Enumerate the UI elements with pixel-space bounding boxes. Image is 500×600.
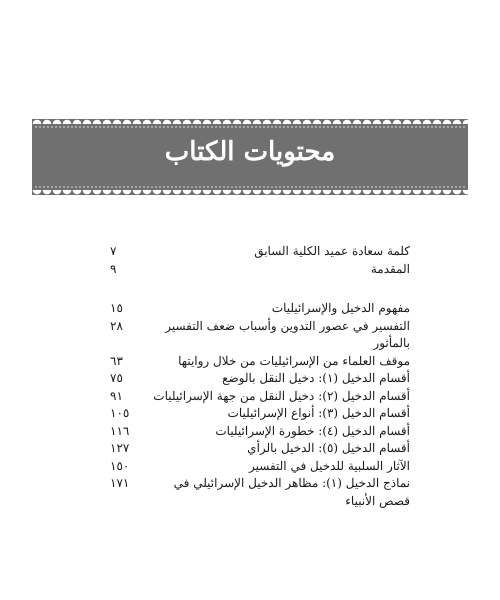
toc-intro-section	[110, 243, 410, 278]
toc-page-number: ١٧١	[110, 476, 130, 490]
toc-entry-title: أقسام الدخيل (٣): أنواع الإسرائيليات	[227, 406, 410, 420]
banner-bottom-border	[32, 190, 468, 196]
toc-row[interactable]	[110, 318, 410, 353]
toc-entry-title: كلمة سعادة عميد الكلية السابق	[254, 244, 410, 258]
toc-row[interactable]	[110, 475, 410, 510]
toc-entry-title: أقسام الدخيل (٥): الدخيل بالرأي	[247, 441, 410, 455]
toc-row[interactable]	[110, 458, 410, 476]
toc-page-number: ١١٦	[110, 423, 130, 438]
toc-entry-title: أقسام الدخيل (٢): دخيل النقل من جهة الإسرائيليات	[153, 388, 410, 403]
toc-main-section	[110, 300, 410, 510]
toc-row[interactable]	[110, 261, 410, 279]
toc-page-number: ٦٣	[110, 353, 123, 368]
toc-row[interactable]	[110, 300, 410, 318]
toc-entry-title: التفسير في عصور التدوين وأسباب ضعف التفسير بالمأثور	[165, 318, 410, 350]
banner-top-dots	[34, 126, 466, 128]
toc-row[interactable]	[110, 353, 410, 371]
toc-entry-title: أقسام الدخيل (١): دخيل النقل بالوضع	[222, 371, 410, 385]
toc-page-number: ١٥	[110, 301, 123, 315]
toc-entry-title: الآثار السلبية للدخيل في التفسير	[249, 458, 410, 473]
toc-row[interactable]	[110, 423, 410, 441]
page-title: محتويات الكتاب	[164, 137, 336, 167]
toc-page-number: ١٠٥	[110, 406, 130, 420]
toc-row[interactable]	[110, 243, 410, 261]
toc-row[interactable]	[110, 370, 410, 388]
toc-row[interactable]	[110, 388, 410, 406]
toc-page-number: ٩	[110, 261, 117, 276]
banner-top-border	[32, 118, 468, 124]
toc-page-number: ٢٨	[110, 318, 123, 333]
toc-entry-title: المقدمة	[370, 261, 410, 276]
toc-page-number: ١٢٧	[110, 441, 130, 455]
toc-row[interactable]	[110, 440, 410, 458]
toc-page-number: ٧٥	[110, 371, 123, 385]
toc-page-number: ١٥٠	[110, 458, 130, 473]
toc-entry-title: أقسام الدخيل (٤): خطورة الإسرائيليات	[215, 423, 410, 438]
toc-entry-title: مفهوم الدخيل والإسرائيليات	[271, 301, 410, 315]
toc-entry-title: موقف العلماء من الإسرائيليات من خلال روايتها	[178, 353, 410, 368]
toc-entry-title: نماذج الدخيل (١): مظاهر الدخيل الإسرائيلي في قصص الأنبياء	[173, 476, 410, 508]
toc-page-number: ٧	[110, 244, 117, 258]
contents-banner	[32, 119, 468, 195]
toc-page-number: ٩١	[110, 388, 123, 403]
toc-row[interactable]	[110, 405, 410, 423]
banner-bottom-dots	[34, 186, 466, 188]
